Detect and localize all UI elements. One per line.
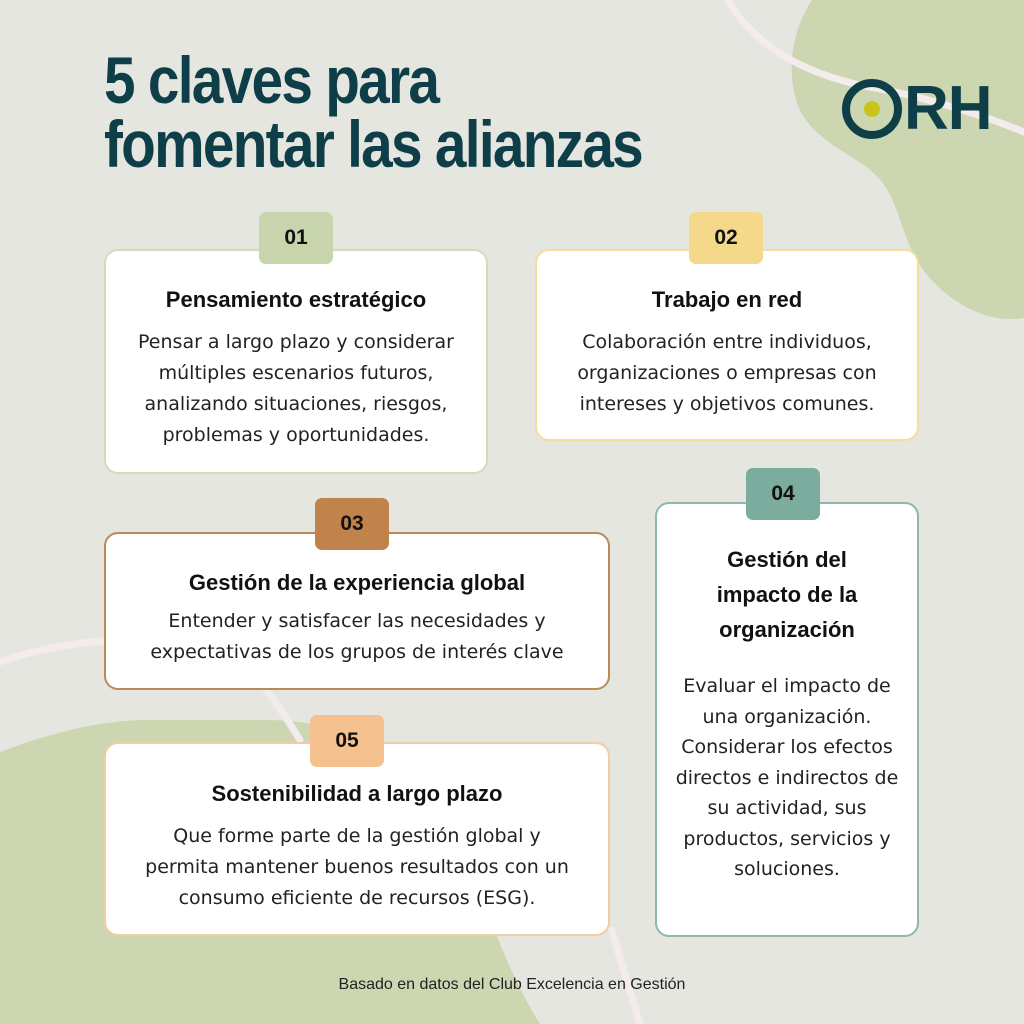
card-number-badge: 04	[746, 468, 820, 520]
card-trabajo-en-red	[535, 249, 919, 441]
logo-text: RH	[904, 74, 992, 143]
card-gestion-impacto-organizacion	[655, 502, 919, 937]
card-heading: Pensamiento estratégico	[165, 287, 427, 312]
card-text: Entender y satisfacer las necesidades y expectativas de los grupos de interés clave	[150, 610, 564, 663]
card-text: Que forme parte de la gestión global y permita mantener buenos resultados con un consumo eficiente de recursos (ESG).	[145, 825, 569, 909]
card-number-badge: 01	[259, 212, 333, 264]
card-text: Colaboración entre individuos, organizaciones o empresas con intereses y objetivos comunes.	[577, 331, 877, 415]
card-number-badge: 02	[689, 212, 763, 264]
card-gestion-experiencia-global	[104, 532, 610, 690]
card-text: Pensar a largo plazo y considerar múltiples escenarios futuros, analizando situaciones, riesgos, problemas y oportunidades.	[138, 331, 454, 446]
logo-ring-icon	[842, 79, 902, 139]
card-number-badge: 03	[315, 498, 389, 550]
card-heading: Trabajo en red	[651, 287, 803, 312]
card-text: Evaluar el impacto de una organización. Considerar los efectos directos e indirectos de su actividad, sus productos, servicios y soluciones.	[675, 675, 899, 880]
footer-source: Basado en datos del Club Excelencia en Gestión	[338, 976, 686, 993]
card-heading: Gestión del impacto de la organización	[716, 547, 858, 642]
card-number-badge: 05	[310, 715, 384, 767]
card-heading: Sostenibilidad a largo plazo	[211, 781, 503, 806]
orh-logo	[842, 74, 1002, 143]
logo-dot-icon	[864, 101, 880, 117]
card-heading: Gestión de la experiencia global	[188, 570, 526, 595]
page-title: 5 claves para fomentar las alianzas	[104, 43, 643, 181]
card-pensamiento-estrategico	[104, 249, 488, 474]
card-sostenibilidad-largo-plazo	[104, 742, 610, 936]
